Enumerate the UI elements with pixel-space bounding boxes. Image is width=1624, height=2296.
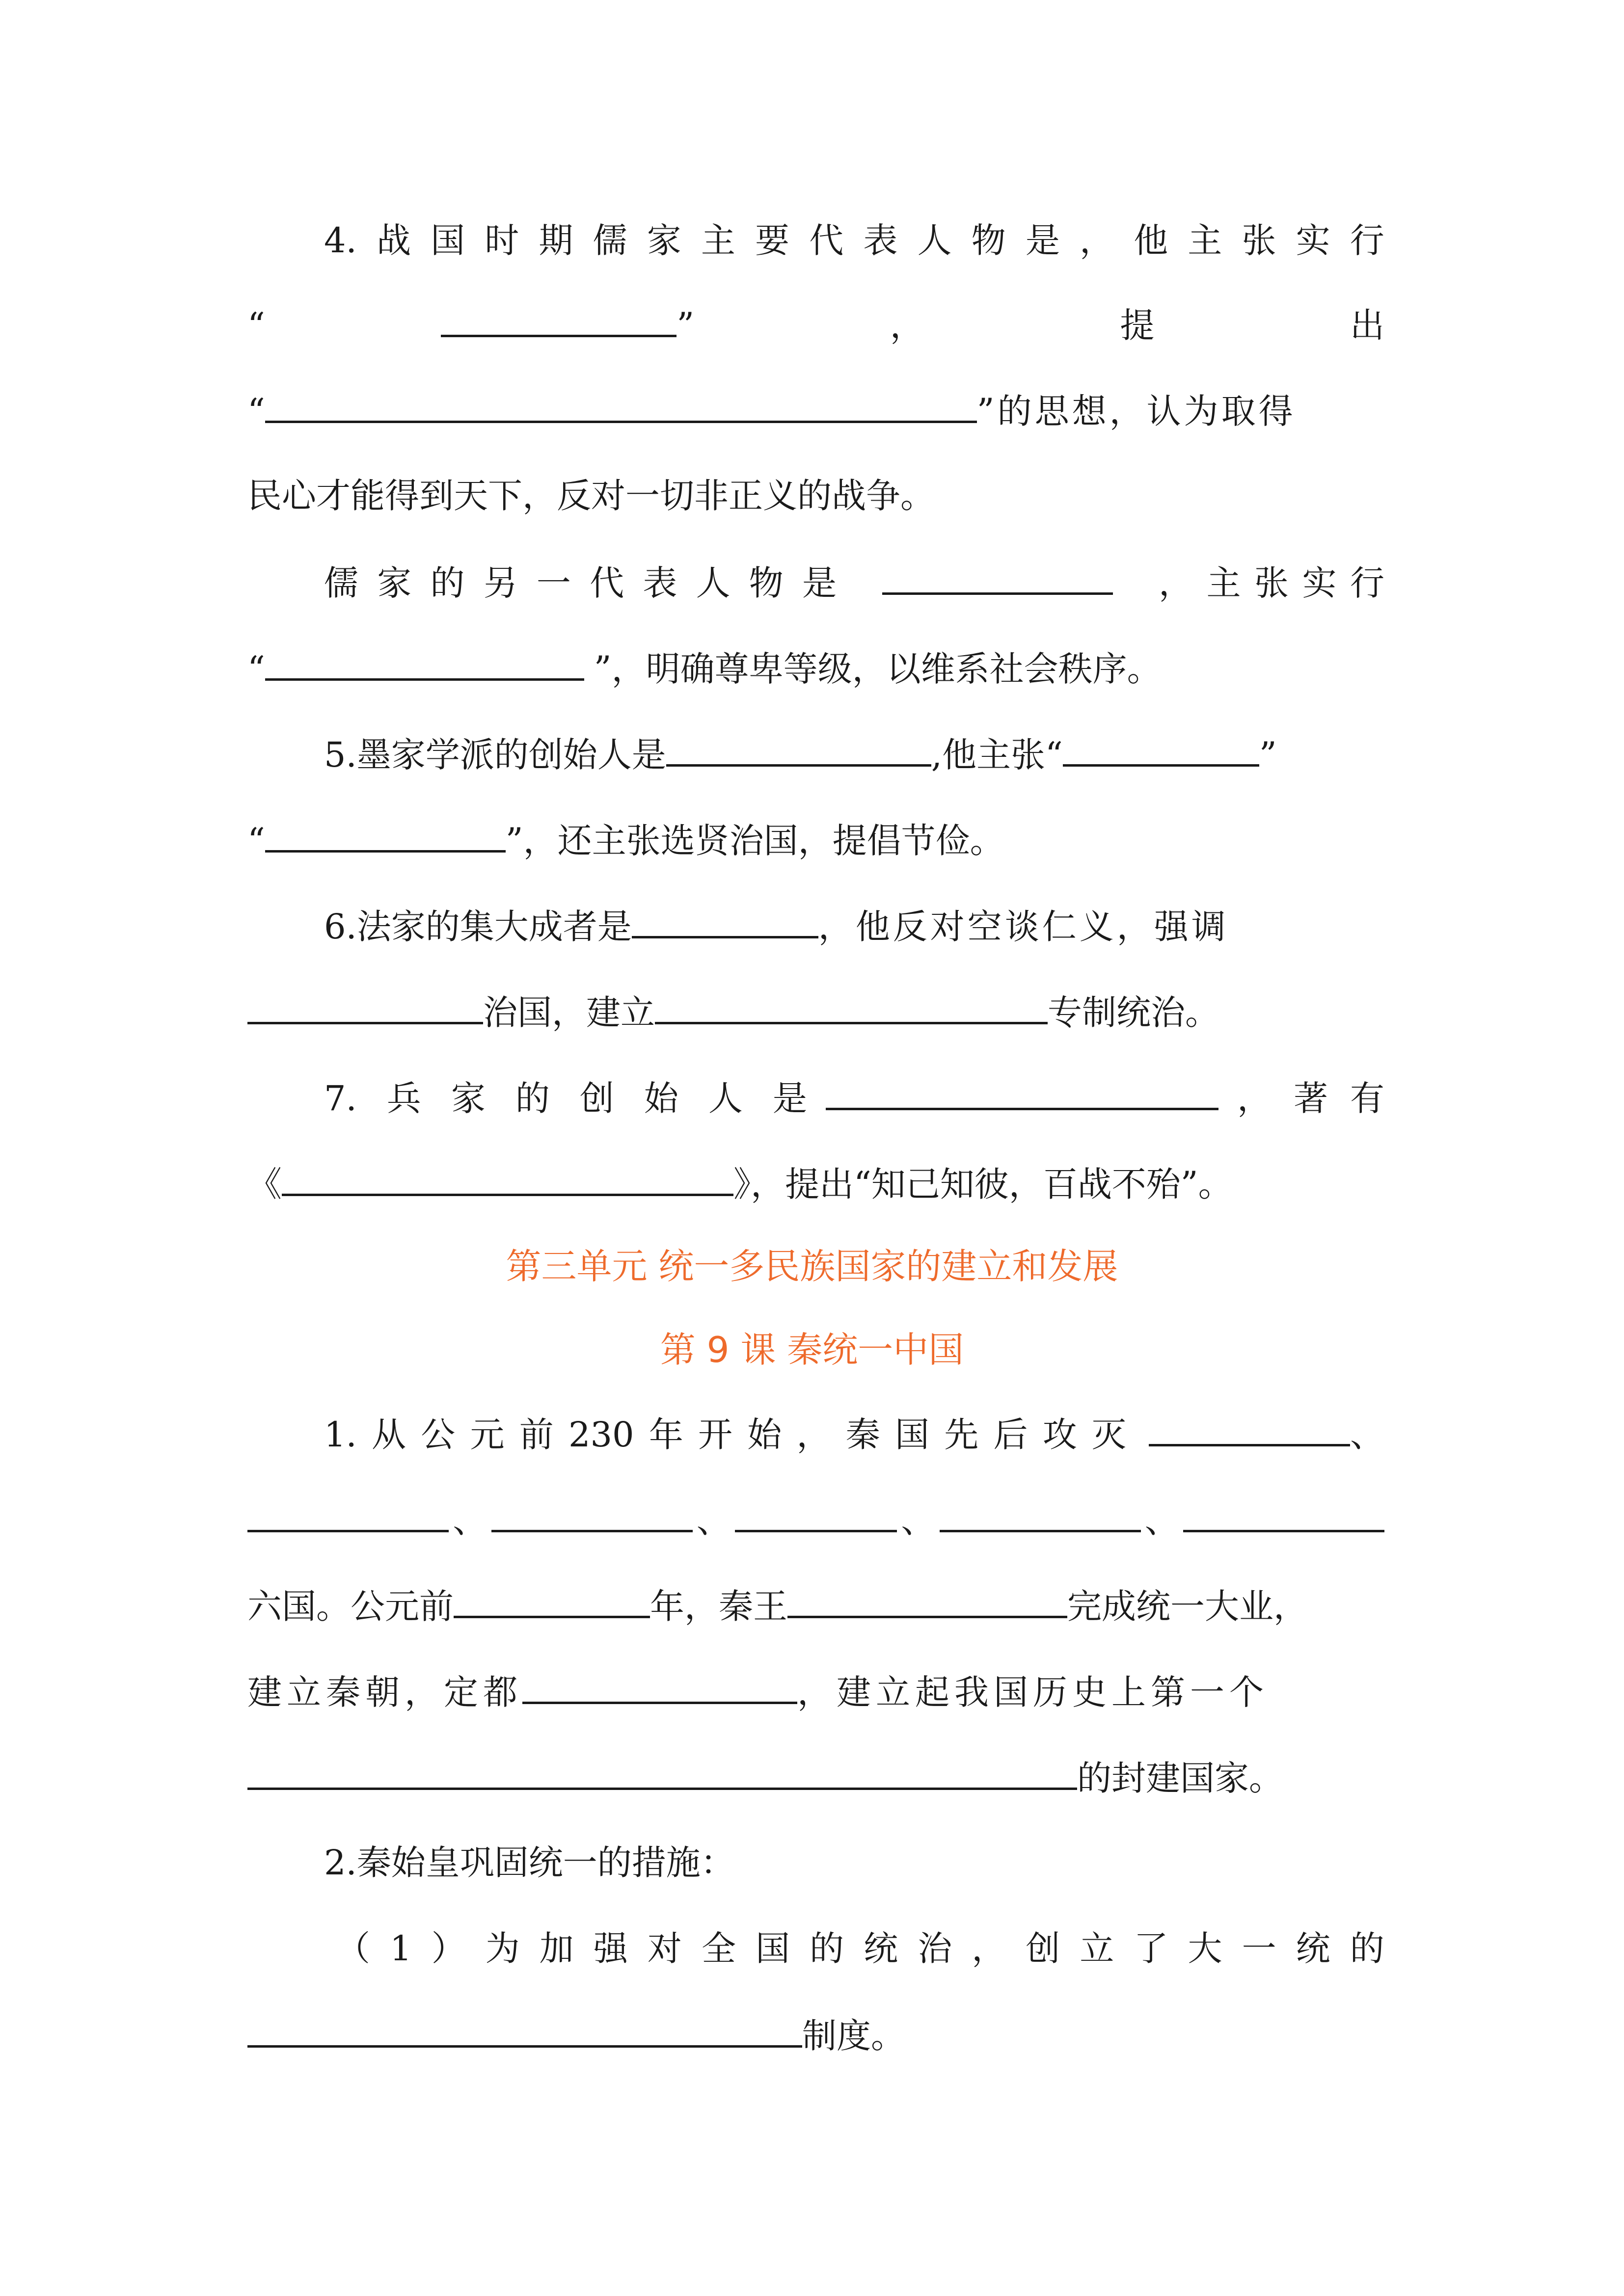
q4-line5-char: 家 bbox=[377, 563, 412, 603]
q7-line1-char: 是 bbox=[772, 1078, 807, 1119]
q7-line-2: 《 》，提出“知己知彼，百战不殆”。 bbox=[247, 1153, 1384, 1212]
q7-line1-char: 7. bbox=[324, 1078, 357, 1119]
l9q2-sub1-char: 大 bbox=[1188, 1928, 1222, 1969]
q4-blank-3[interactable] bbox=[882, 552, 1113, 595]
l9q1-blank-1[interactable] bbox=[1149, 1404, 1350, 1446]
q5-line-1: 5.墨家学派的创始人是 ,他主张“ ” bbox=[247, 724, 1384, 783]
l9q1-line-2: 、 、 、 、 bbox=[247, 1490, 1384, 1548]
q4-line1-char: ， bbox=[1079, 220, 1114, 261]
q4-blank-2[interactable] bbox=[265, 380, 977, 423]
l9q1-blank-6[interactable] bbox=[1183, 1490, 1384, 1532]
q4-open-quote: “ bbox=[247, 305, 265, 346]
l9q1-line1-char: 后 bbox=[993, 1415, 1028, 1455]
q6-line-2: 治国，建立 专制统治。 bbox=[247, 982, 1384, 1041]
q4-line1-char: 战 bbox=[376, 220, 411, 261]
l9q2-sub1-line-1 bbox=[247, 1919, 1384, 1978]
l9q1-line-1: 1. 从 公 元 前 230 年 开 始 ， 秦 国 先 后 攻 灭 、 bbox=[247, 1404, 1384, 1463]
l9q2-sub1-char: （ bbox=[336, 1928, 370, 1969]
q4-line5-tail-char: 行 bbox=[1350, 563, 1384, 603]
l9q2-sub1-char: ， bbox=[972, 1928, 1006, 1969]
q4-blank-4[interactable] bbox=[265, 638, 584, 681]
q4-line1-char: 张 bbox=[1242, 220, 1276, 261]
q4-line5-char: 的 bbox=[430, 563, 465, 603]
l9q1-blank-4[interactable] bbox=[735, 1490, 897, 1532]
l9q1-line1-char: 前 bbox=[519, 1415, 554, 1455]
q7-line1-char: 的 bbox=[515, 1078, 550, 1119]
l9q2-sub1-char: 国 bbox=[756, 1928, 790, 1969]
l9q2-sub1-char: 的 bbox=[810, 1928, 844, 1969]
q7-line1-tail-char: 有 bbox=[1350, 1078, 1384, 1119]
q4-line5-char: 物 bbox=[749, 563, 784, 603]
l9q2-sub1-char: 立 bbox=[1080, 1928, 1114, 1969]
q7-line1-tail-char: 著 bbox=[1294, 1078, 1328, 1119]
q4-line1-char: 要 bbox=[755, 220, 790, 261]
q4-line-4: 民心才能得到天下，反对一切非正义的战争。 bbox=[247, 476, 935, 516]
l9q1-line1-char: 年 bbox=[649, 1415, 683, 1455]
q4-line1-char: 国 bbox=[431, 220, 465, 261]
q4-line1-char: 家 bbox=[647, 220, 681, 261]
l9q2-sub1-char: 创 bbox=[1026, 1928, 1060, 1969]
q7-blank-1[interactable] bbox=[826, 1068, 1218, 1110]
l9q2-sub1-char: 全 bbox=[701, 1928, 736, 1969]
l9q2-sub1-char: 统 bbox=[864, 1928, 898, 1969]
l9q2-sub1-char: 1 bbox=[390, 1928, 412, 1969]
l9q2-sub1-char: 一 bbox=[1242, 1928, 1276, 1969]
q4-line5-char: 儒 bbox=[324, 563, 358, 603]
q4-line5-tail-char: 张 bbox=[1254, 563, 1289, 603]
q4-line5-tail-char: 主 bbox=[1206, 563, 1241, 603]
l9q1-blank-2[interactable] bbox=[247, 1490, 449, 1532]
q4-line5-char: 人 bbox=[696, 563, 731, 603]
l9q2-sub1-char: 加 bbox=[539, 1928, 574, 1969]
l9q1-blank-8[interactable] bbox=[787, 1575, 1067, 1618]
l9q2-sub1-char: 了 bbox=[1134, 1928, 1168, 1969]
l9q2-blank-1[interactable] bbox=[247, 2005, 802, 2048]
q7-line1-char: 人 bbox=[708, 1078, 743, 1119]
l9q2-sub1-char: 强 bbox=[593, 1928, 628, 1969]
q4-line1-char: 行 bbox=[1350, 220, 1384, 261]
q6-blank-3[interactable] bbox=[655, 982, 1048, 1024]
l9q2-title: 2.秦始皇巩固统一的措施： bbox=[324, 1842, 735, 1883]
l9q1-line1-char: 230 bbox=[568, 1415, 634, 1455]
l9q1-line-4: 建立秦朝，定都 ，建立起我国历史上第一个 bbox=[247, 1661, 1384, 1720]
q6-blank-1[interactable] bbox=[632, 896, 818, 938]
q4-line-1 bbox=[247, 211, 1384, 270]
l9q1-line1-char: 始 bbox=[747, 1415, 782, 1455]
q4-blank-1[interactable] bbox=[441, 294, 677, 337]
l9q1-line1-char: 先 bbox=[944, 1415, 979, 1455]
q4-line1-char: 时 bbox=[485, 220, 519, 261]
q4-line-2: “ ” ， 提 出 bbox=[247, 294, 1384, 353]
q7-line1-char: 家 bbox=[451, 1078, 486, 1119]
q5-line-2: “ ”，还主张选贤治国，提倡节俭。 bbox=[247, 810, 1384, 869]
l9q1-line1-char: 灭 bbox=[1091, 1415, 1126, 1455]
l9q1-line1-char: 国 bbox=[894, 1415, 929, 1455]
q5-blank-1[interactable] bbox=[666, 724, 931, 767]
q4-line1-char: 他 bbox=[1134, 220, 1168, 261]
q4-line1-char: 主 bbox=[701, 220, 735, 261]
q4-line1-char: 代 bbox=[809, 220, 844, 261]
l9q1-line-3: 六国。公元前 年，秦王 完成统一大业， bbox=[247, 1575, 1384, 1634]
q6-blank-2[interactable] bbox=[247, 982, 483, 1024]
q4-line1-char: 4. bbox=[324, 220, 357, 261]
q4-line5-tail-char: ， bbox=[1159, 563, 1193, 603]
l9q1-blank-7[interactable] bbox=[454, 1575, 650, 1618]
lesson-heading: 第 9 课 秦统一中国 bbox=[660, 1329, 964, 1370]
q4-line1-char: 实 bbox=[1296, 220, 1330, 261]
l9q1-blank-3[interactable] bbox=[491, 1490, 693, 1532]
l9q2-sub1-char: 统 bbox=[1296, 1928, 1330, 1969]
q7-line1-char: 创 bbox=[579, 1078, 614, 1119]
q4-line5-char: 表 bbox=[643, 563, 677, 603]
l9q2-sub1-line-2: 制度。 bbox=[247, 2005, 1384, 2064]
l9q1-line1-char: ， bbox=[796, 1415, 831, 1455]
l9q1-line1-char: 元 bbox=[470, 1415, 505, 1455]
q4-line5-char: 代 bbox=[590, 563, 624, 603]
l9q1-line1-char: 秦 bbox=[845, 1415, 880, 1455]
q7-line-1 bbox=[247, 1068, 1384, 1126]
l9q2-sub1-char: ） bbox=[431, 1928, 466, 1969]
l9q1-line1-char: 从 bbox=[372, 1415, 406, 1455]
l9q1-blank-9[interactable] bbox=[522, 1661, 797, 1704]
l9q2-sub1-char: 的 bbox=[1350, 1928, 1384, 1969]
q4-line1-char: 期 bbox=[539, 220, 573, 261]
l9q2-sub1-char: 治 bbox=[918, 1928, 952, 1969]
q5-blank-2[interactable] bbox=[1063, 724, 1259, 767]
q4-line1-char: 儒 bbox=[593, 220, 627, 261]
q7-line1-char: 兵 bbox=[386, 1078, 421, 1119]
q4-line1-char: 物 bbox=[971, 220, 1006, 261]
l9q1-line1-char: 1. bbox=[324, 1415, 357, 1455]
q4-line5-char: 另 bbox=[483, 563, 518, 603]
l9q1-line1-char: 公 bbox=[421, 1415, 456, 1455]
q4-line5-char: 是 bbox=[802, 563, 837, 603]
q4-line1-char: 人 bbox=[917, 220, 952, 261]
q7-line1-tail-char: ， bbox=[1237, 1078, 1272, 1119]
q4-line-5 bbox=[247, 552, 1384, 611]
q7-line1-char: 始 bbox=[644, 1078, 678, 1119]
unit-heading: 第三单元 统一多民族国家的建立和发展 bbox=[506, 1246, 1118, 1287]
q6-line-1: 6.法家的集大成者是 ，他反对空谈仁义，强调 bbox=[247, 896, 1384, 955]
q4-line-3: “ ”的思想，认为取得 bbox=[247, 380, 1384, 439]
l9q1-line1-char: 攻 bbox=[1042, 1415, 1077, 1455]
l9q1-blank-5[interactable] bbox=[940, 1490, 1141, 1532]
q4-line-6: “ ”，明确尊卑等级，以维系社会秩序。 bbox=[247, 638, 1384, 697]
q4-line1-char: 表 bbox=[863, 220, 898, 261]
l9q2-sub1-char: 为 bbox=[485, 1928, 520, 1969]
q7-blank-2[interactable] bbox=[282, 1153, 733, 1196]
q5-blank-3[interactable] bbox=[265, 810, 506, 853]
l9q1-line-5: 的封建国家。 bbox=[247, 1747, 1384, 1806]
q4-line5-tail-char: 实 bbox=[1302, 563, 1337, 603]
q4-line5-char: 一 bbox=[536, 563, 571, 603]
q4-line1-char: 主 bbox=[1188, 220, 1222, 261]
l9q2-sub1-char: 对 bbox=[647, 1928, 682, 1969]
l9q1-line1-char: 开 bbox=[698, 1415, 733, 1455]
q4-line1-char: 是 bbox=[1025, 220, 1060, 261]
l9q1-blank-10[interactable] bbox=[247, 1747, 1077, 1790]
